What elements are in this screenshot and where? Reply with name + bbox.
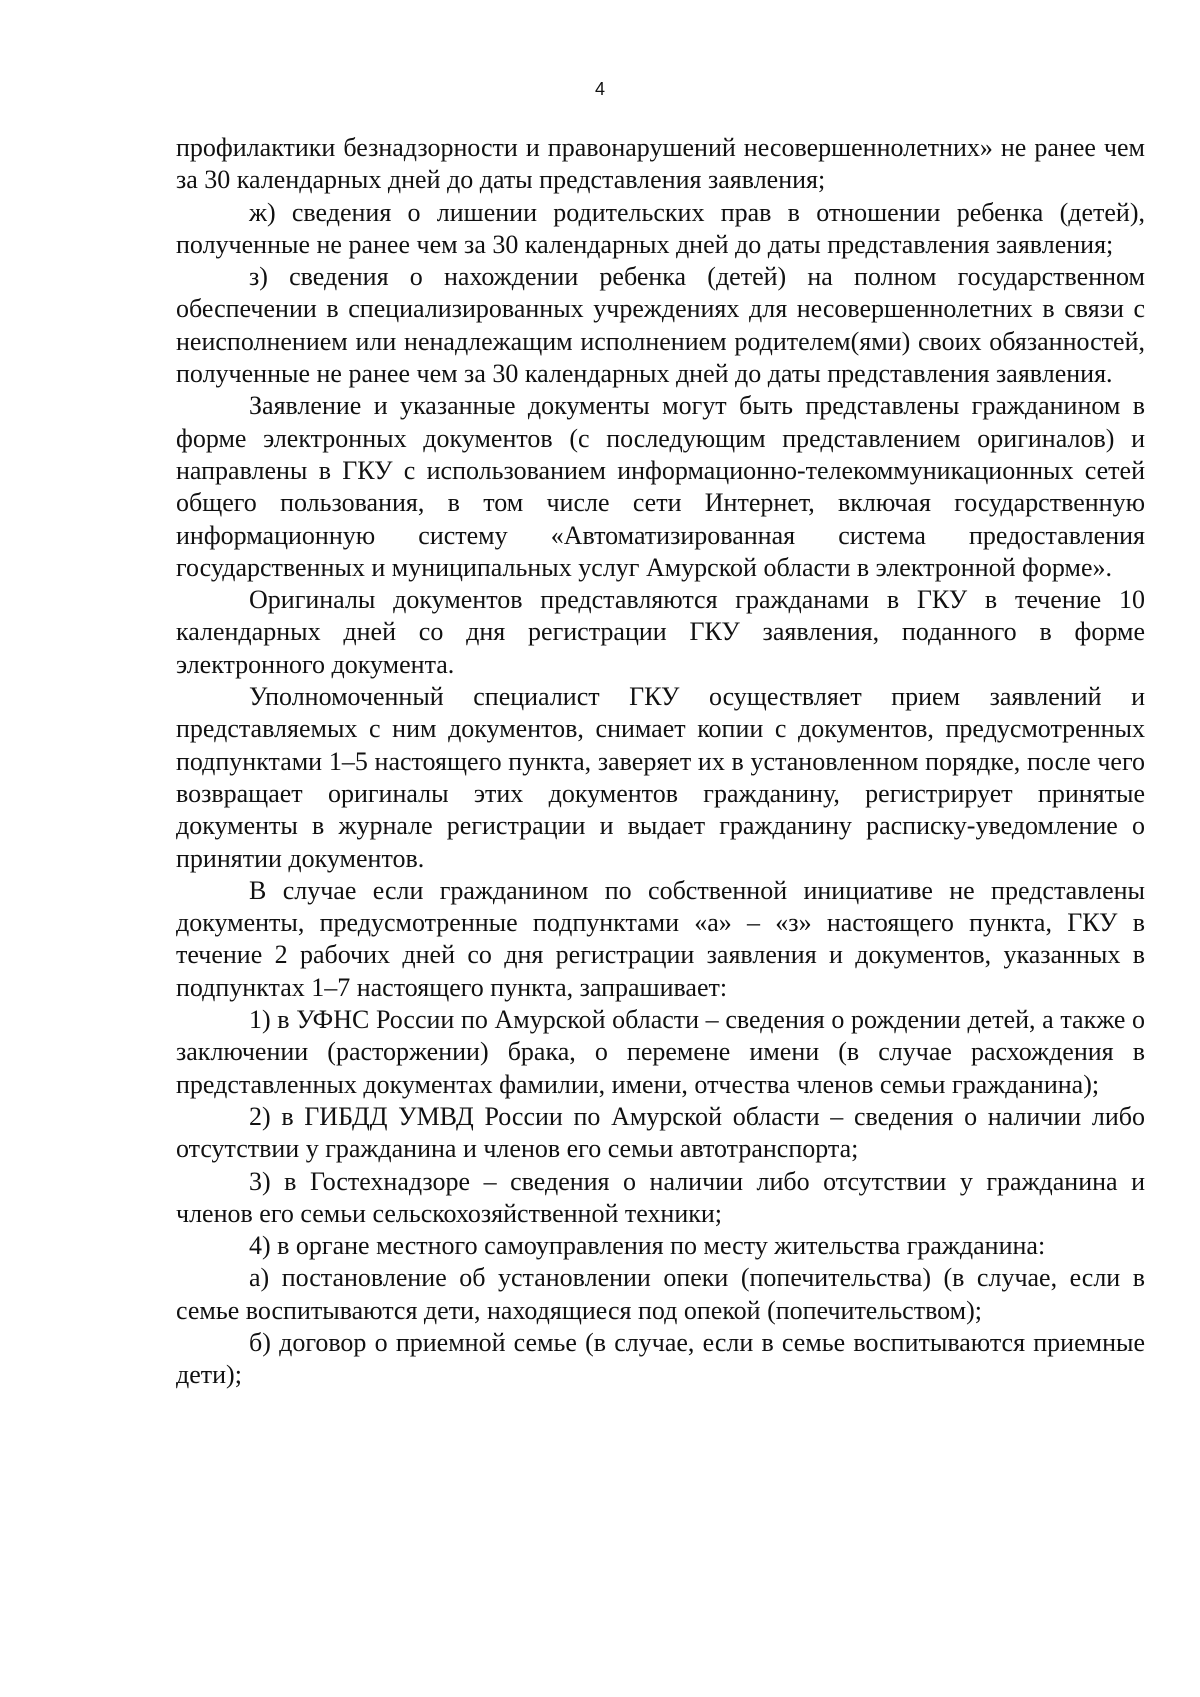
paragraph: Заявление и указанные документы могут быть представлены гражданином в форме электронных документов (с последующим представлением оригиналов) и направлены в ГКУ с использованием информационно-телекоммуникационных сетей общего пользования, в том числе сети Интернет, включая государственную информационную систему «Автоматизированная система предоставления государственных и муниципальных услуг Амурской области в электронной форме». [176,391,1145,582]
paragraph: б) договор о приемной семье (в случае, если в семье воспитываются приемные дети); [176,1327,1145,1390]
paragraph: 2) в ГИБДД УМВД России по Амурской области – сведения о наличии либо отсутствии у гражданина и членов его семьи автотранспорта; [176,1101,1145,1164]
paragraph: В случае если гражданином по собственной инициативе не представлены документы, предусмотренные подпунктами «а» – «з» настоящего пункта, ГКУ в течение 2 рабочих дней со дня регистрации заявления и документов, указанных в подпунктах 1–7 настоящего пункта, запрашивает: [176,875,1145,1002]
paragraph: ж) сведения о лишении родительских прав в отношении ребенка (детей), полученные не ранее чем за 30 календарных дней до даты представления заявления; [176,197,1145,259]
paragraph: а) постановление об установлении опеки (попечительства) (в случае, если в семье воспитываются дети, находящиеся под опекой (попечительством); [176,1263,1145,1325]
paragraph: профилактики безнадзорности и правонарушений несовершеннолетних» не ранее чем за 30 календарных дней до даты представления заявления; [176,133,1145,195]
page-number: 4 [594,79,605,99]
paragraph: 1) в УФНС России по Амурской области – сведения о рождении детей, а также о заключении (расторжении) брака, о перемене имени (в случае расхождения в представленных документах фамилии, имени, отчества членов семьи гражданина); [176,1005,1145,1099]
paragraph: 4) в органе местного самоуправления по месту жительства гражданина: [249,1231,1046,1261]
paragraph: Оригиналы документов представляются гражданами в ГКУ в течение 10 календарных дней со дня регистрации ГКУ заявления, поданного в форме электронного документа. [176,585,1145,679]
paragraph: 3) в Гостехнадзоре – сведения о наличии либо отсутствии у гражданина и членов его семьи сельскохозяйственной техники; [176,1166,1145,1228]
paragraph: з) сведения о нахождении ребенка (детей) на полном государственном обеспечении в специализированных учреждениях для несовершеннолетних в связи с неисполнением или ненадлежащим исполнением родителем(ями) своих обязанностей, полученные не ранее чем за 30 календарных дней до даты представления заявления. [176,262,1145,389]
document-body [176,132,1145,1392]
paragraph: Уполномоченный специалист ГКУ осуществляет прием заявлений и представляемых с ним документов, снимает копии с документов, предусмотренных подпунктами 1–5 настоящего пункта, заверяет их в установленном порядке, после чего возвращает оригиналы этих документов гражданину, регистрирует принятые документы в журнале регистрации и выдает гражданину расписку-уведомление о принятии документов. [176,682,1145,873]
